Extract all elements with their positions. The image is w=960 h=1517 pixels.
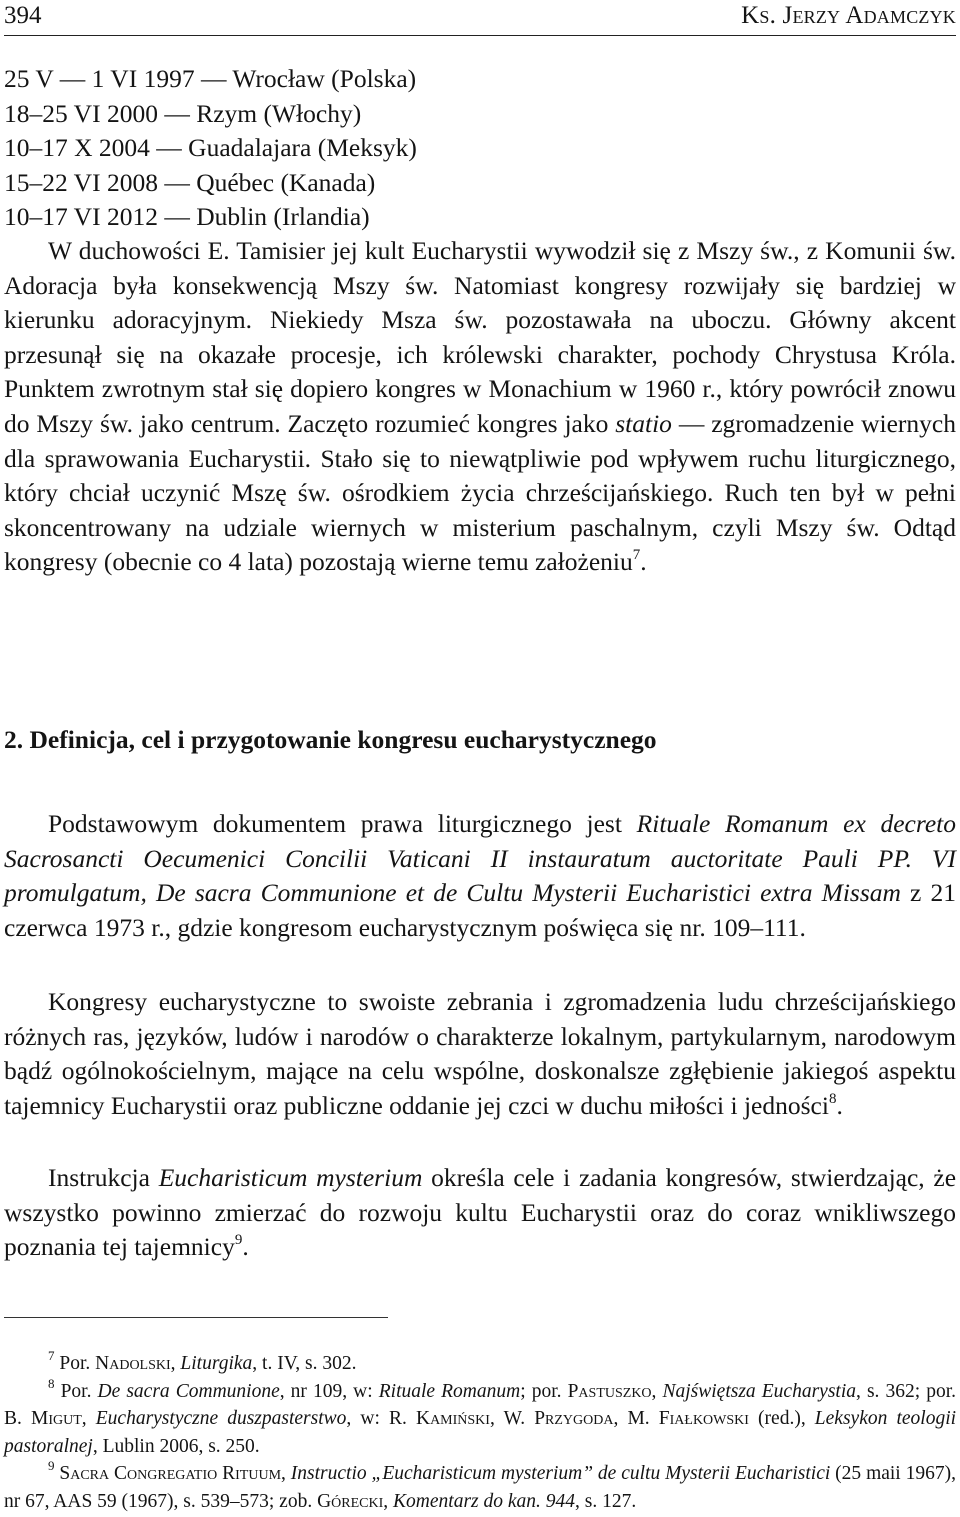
text-run: , s. 127. xyxy=(575,1490,637,1512)
footnote-ref[interactable]: 9 xyxy=(234,1231,243,1248)
text-run: . xyxy=(242,1232,249,1262)
work-title: Liturgika xyxy=(180,1353,253,1374)
text-run: — zgromadzenie wiernych dla sprawowania Eucharystii. Stało się to niewątpliwie pod wpływem ruchu liturgicznego, który chciał uczynić Mszę św. ośrodkiem życia chrześcijańskiego. Ruch ten był w pełni skoncentrowany na udziale wiernych w misterium paschalnym, czyli Mszy św. Odtąd kongresy (obecnie co 4 lata) pozostają wierne temu założeniu xyxy=(4,408,956,577)
footnote-9 xyxy=(4,1457,956,1515)
author-name: Przygoda xyxy=(534,1408,614,1429)
author-name: Nadolski xyxy=(95,1353,171,1374)
congress-date-item: 10–17 X 2004 — Guadalajara (Meksyk) xyxy=(4,133,417,162)
text-run: , xyxy=(281,1463,291,1484)
text-run: , xyxy=(651,1380,663,1402)
work-title: De sacra Communione xyxy=(97,1380,280,1402)
text-run: , nr 109, w: xyxy=(279,1380,379,1402)
footnotes xyxy=(4,1347,957,1515)
footnote-ref[interactable]: 7 xyxy=(632,547,641,564)
footnote-ref[interactable]: 8 xyxy=(828,1090,837,1107)
work-title: Najświętsza Eucharystia xyxy=(662,1380,856,1402)
footnote-number: 9 xyxy=(48,1457,55,1473)
author-name: Sacra Congregatio Rituum xyxy=(59,1463,282,1484)
footnote-number: 7 xyxy=(48,1347,55,1363)
text-run: , M. xyxy=(613,1408,659,1429)
text-run: , w: R. xyxy=(346,1408,416,1429)
footnote-separator xyxy=(4,1317,388,1318)
text-run: Kongresy eucharystyczne to swoiste zebrania i zgromadzenia ludu chrześcijańskiego różnych ras, języków, ludów i narodów o charakterze lokalnym, partykularnym, narodowym bądź ogólnokościelnym, mające na celu wspólne, doskonalsze zgłębienie jakiegoś aspektu tajemnicy Eucharystii oraz publiczne oddanie jej czci w duchu miłości i jedności xyxy=(4,987,956,1120)
work-title: Instructio „Eucharisticum mysterium” de cultu Mysterii Eucharistici xyxy=(290,1463,831,1484)
work-title: Komentarz do kan. 944 xyxy=(393,1490,576,1512)
text-run: W duchowości E. Tamisier jej kult Eucharystii wywodził się z Mszy św., z Komunii św. Adoracja była konsekwencją Mszy św. Natomiast kongresy rozwijały się bardziej w kierunku adoracyjnym. Niekiedy Msza św. pozostawała na uboczu. Główny akcent przesunął się na okazałe procesje, ich królewski charakter, pochody Chrystusa Króla. Punktem zwrotnym stał się dopiero kongres w Monachium w 1960 r., który powrócił znowu do Mszy św. jako centrum. Zaczęto rozumieć kongres jako xyxy=(4,236,956,438)
footnote-8 xyxy=(4,1375,957,1461)
italic-term: statio xyxy=(615,408,672,438)
text-run: (25 maii 1967), nr 67, AAS 59 (1967), s. 539–573; zob. xyxy=(4,1463,956,1512)
congress-date-item: 18–25 VI 2000 — Rzym (Włochy) xyxy=(4,98,362,128)
author-name: Fiałkowski xyxy=(658,1408,749,1429)
section-heading: 2. Definicja, cel i przygotowanie kongresu eucharystycznego xyxy=(4,725,657,754)
running-header-author: Ks. Jerzy Adamczyk xyxy=(741,2,956,29)
work-title: Eucharystyczne duszpasterstwo xyxy=(95,1408,347,1429)
footnote-number: 8 xyxy=(48,1375,55,1391)
congress-date-item: 10–17 VI 2012 — Dublin (Irlandia) xyxy=(4,202,370,231)
text-run: ; por. xyxy=(520,1380,568,1402)
paragraph-definition xyxy=(4,985,956,1123)
italic-title: Rituale Romanum ex decreto Sacrosancti Oecumenici Concilii Vaticani II instauratum auctoritate Pauli PP. VI promulgatum, De sacra Communione et de Cultu Mysterii Eucharistici extra Missam xyxy=(4,809,956,908)
text-run: Por. xyxy=(54,1353,96,1374)
text-run: z 21 czerwca 1973 r., gdzie kongresom eucharystycznym poświęca się nr. 109–111. xyxy=(4,878,956,942)
author-name: Migut xyxy=(30,1408,82,1429)
footnote-7 xyxy=(4,1347,956,1378)
text-run: , t. IV, s. 302. xyxy=(252,1353,357,1374)
page-number: 394 xyxy=(4,2,42,29)
congress-date-item: 15–22 VI 2008 — Québec (Kanada) xyxy=(4,167,376,197)
author-name: Kamiński xyxy=(415,1408,490,1429)
text-run: , W. xyxy=(489,1408,535,1429)
text-run: (red.), xyxy=(748,1408,815,1429)
header-rule xyxy=(4,35,956,36)
text-run: , Lublin 2006, s. 250. xyxy=(92,1435,260,1457)
work-title: Leksykon teologii pastoralnej xyxy=(4,1408,957,1457)
italic-title: Eucharisticum mysterium xyxy=(158,1163,423,1192)
text-run: , xyxy=(81,1408,96,1429)
paragraph-rituale xyxy=(4,807,956,945)
author-name: Pastuszko xyxy=(567,1380,652,1402)
paragraph-tamisier xyxy=(4,234,956,580)
text-run: , xyxy=(383,1490,394,1512)
text-run: , xyxy=(170,1353,181,1374)
text-run: Por. xyxy=(54,1380,98,1402)
text-run: określa cele i zadania kongresów, stwierdzając, że wszystko powinno zmierzać do rozwoju kultu Eucharystii oraz do coraz wnikliwszego poznania tej tajemnicy xyxy=(4,1163,957,1262)
work-title: Rituale Romanum xyxy=(378,1380,521,1402)
text-run: Instrukcja xyxy=(48,1163,159,1192)
author-name: Górecki xyxy=(317,1490,384,1512)
text-run: Podstawowym dokumentem prawa liturgicznego jest xyxy=(48,809,637,838)
congress-date-item: 25 V — 1 VI 1997 — Wrocław (Polska) xyxy=(4,64,417,93)
text-run: . xyxy=(836,1090,843,1120)
text-run: , s. 362; por. B. xyxy=(4,1380,957,1429)
paragraph-instruction xyxy=(4,1161,956,1265)
congress-dates-list xyxy=(4,62,417,235)
text-run: . xyxy=(640,547,647,577)
